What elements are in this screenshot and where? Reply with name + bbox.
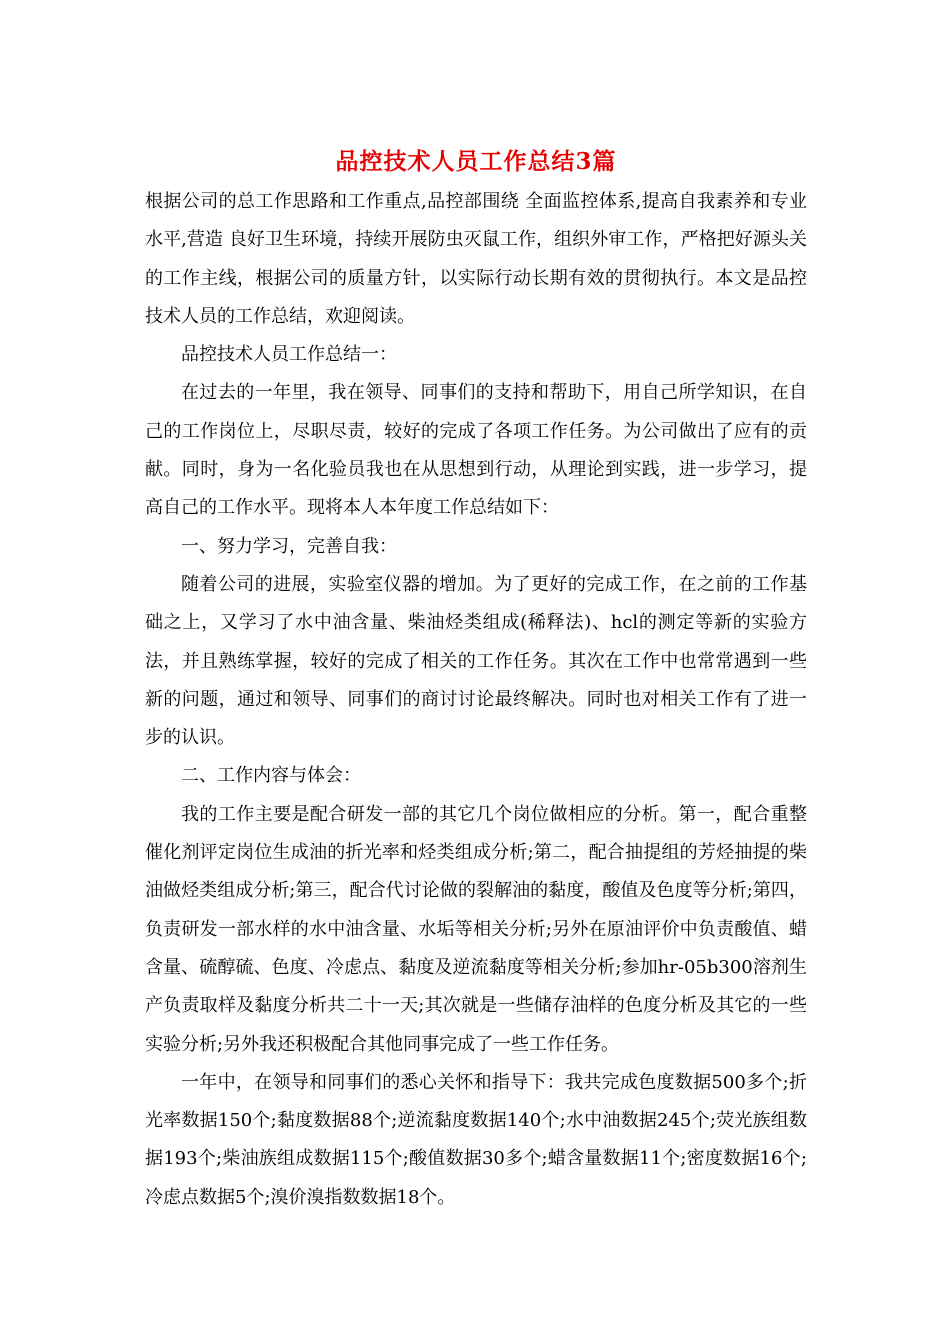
paragraph-overview: 在过去的一年里，我在领导、同事们的支持和帮助下，用自己所学知识，在自己的工作岗位上，尽职尽责，较好的完成了各项工作任务。为公司做出了应有的贡献。同时，身为一名化验员我也在从思想到行动，从理论到实践，进一步学习，提高自己的工作水平。现将本人本年度工作总结如下： — [145, 382, 807, 519]
document-title: 品控技术人员工作总结3篇 — [335, 148, 617, 175]
paragraph-learning: 随着公司的进展，实验室仪器的增加。为了更好的完成工作，在之前的工作基础之上，又学习了水中油含量、柴油烃类组成(稀释法)、hcl的测定等新的实验方法，并且熟练掌握，较好的完成了相关的工作任务。其次在工作中也常常遇到一些新的问题，通过和领导、同事们的商讨讨论最终解决。同时也对相关工作有了进一步的认识。 — [145, 573, 807, 749]
document-body — [145, 183, 807, 1217]
paragraph-intro: 根据公司的总工作思路和工作重点,品控部围绕 全面监控体系,提高自我素养和专业水平,营造 良好卫生环境，持续开展防虫灭鼠工作，组织外审工作，严格把好源头关的工作主线，根据公司的质量方针，以实际行动长期有效的贯彻执行。本文是品控技术人员的工作总结，欢迎阅读。 — [145, 191, 807, 327]
section-heading-summary-one: 品控技术人员工作总结一： — [181, 344, 397, 366]
section-heading-learning: 一、努力学习，完善自我： — [181, 535, 397, 557]
section-heading-work-content: 二、工作内容与体会： — [181, 765, 361, 787]
paragraph-work-content: 我的工作主要是配合研发一部的其它几个岗位做相应的分析。第一，配合重整催化剂评定岗位生成油的折光率和烃类组成分析;第二，配合抽提组的芳烃抽提的柴油做烃类组成分析;第三，配合代讨论做的裂解油的黏度，酸值及色度等分析;第四，负责研发一部水样的水中油含量、水垢等相关分析;另外在原油评价中负责酸值、蜡含量、硫醇硫、色度、冷虑点、黏度及逆流黏度等相关分析;参加hr-05b300溶剂生产负责取样及黏度分析共二十一天;其次就是一些储存油样的色度分析及其它的一些实验分析;另外我还积极配合其他同事完成了一些工作任务。 — [145, 803, 807, 1055]
paragraph-data-statistics: 一年中，在领导和同事们的悉心关怀和指导下：我共完成色度数据500多个;折光率数据150个;黏度数据88个;逆流黏度数据140个;水中油数据245个;荧光族组数据193个;柴油族组成数据115个;酸值数据30多个;蜡含量数据11个;密度数据16个;冷虑点数据5个;溴价溴指数数据18个。 — [145, 1071, 807, 1208]
document-page — [145, 145, 807, 1217]
